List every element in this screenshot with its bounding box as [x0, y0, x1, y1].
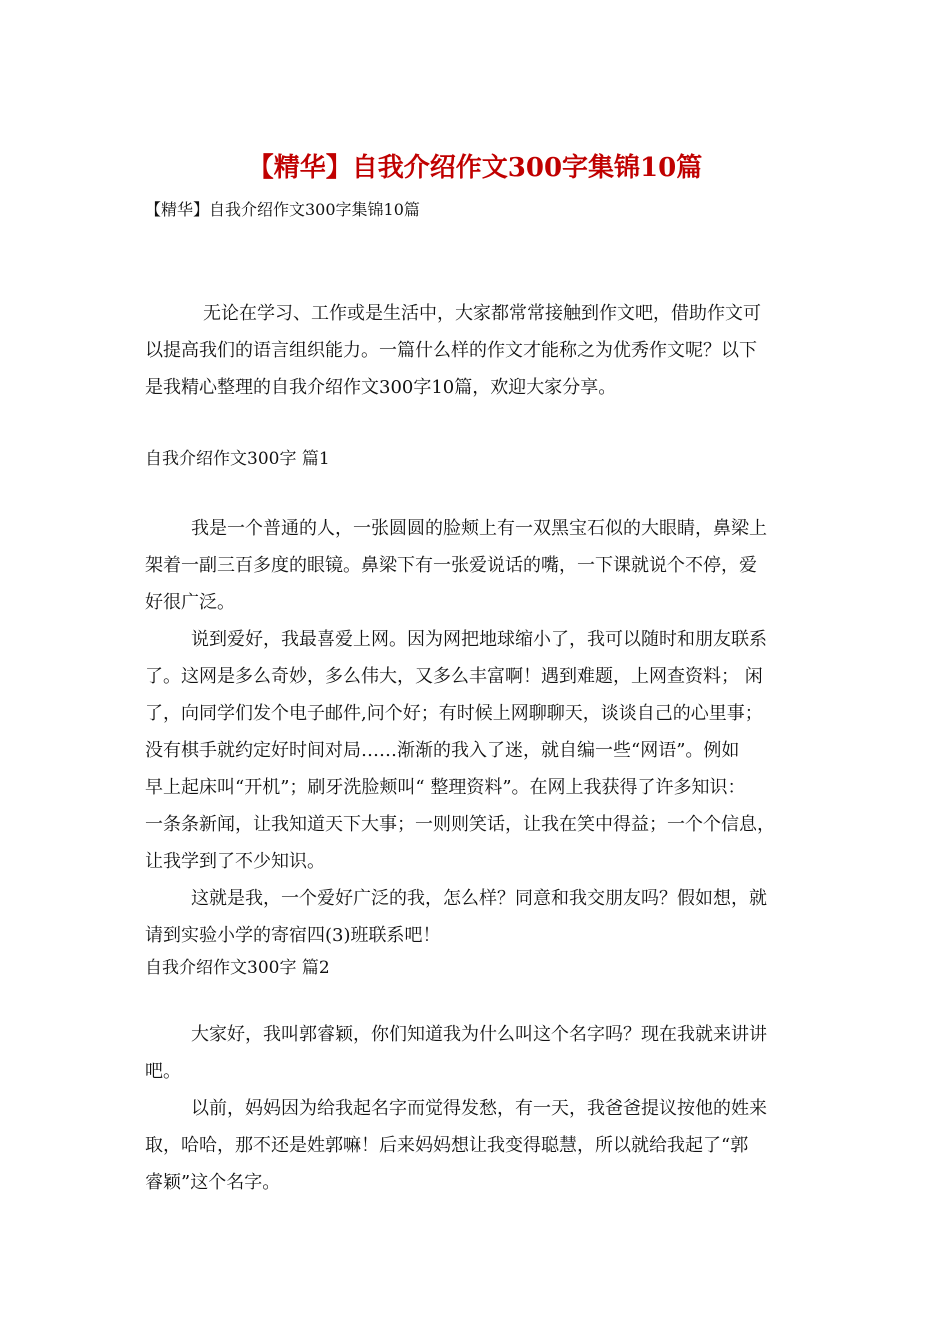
text-line: 一条条新闻，让我知道天下大事；一则则笑话，让我在笑中得益；一个个信息， — [145, 814, 775, 835]
text-line: 我是一个普通的人，一张圆圆的脸颊上有一双黑宝石似的大眼睛，鼻梁上 — [191, 518, 767, 539]
section2-body — [145, 1016, 813, 1201]
text-line: 早上起床叫“开机”；刷牙洗脸颊叫“ 整理资料”。在网上我获得了许多知识： — [145, 777, 746, 798]
text-line: 是我精心整理的自我介绍作文300字10篇，欢迎大家分享。 — [145, 377, 617, 398]
text-line: 以提高我们的语言组织能力。一篇什么样的作文才能称之为优秀作文呢？以下 — [145, 340, 757, 361]
section-heading: 自我介绍作文300字 篇2 — [145, 958, 330, 978]
section1-body — [145, 510, 813, 954]
text-line: 没有棋手就约定好时间对局……渐渐的我入了迷，就自编一些“网语”。例如 — [145, 740, 740, 761]
text-line: 这就是我，一个爱好广泛的我，怎么样？同意和我交朋友吗？假如想，就 — [191, 888, 767, 909]
text-line: 吧。 — [145, 1061, 181, 1082]
text-line: 取，哈哈，那不还是姓郭嘛！后来妈妈想让我变得聪慧，所以就给我起了“郭 — [145, 1135, 749, 1156]
text-line: 请到实验小学的寄宿四(3)班联系吧！ — [145, 925, 441, 946]
text-line: 架着一副三百多度的眼镜。鼻梁下有一张爱说话的嘴，一下课就说个不停，爱 — [145, 555, 757, 576]
text-line: 说到爱好，我最喜爱上网。因为网把地球缩小了，我可以随时和朋友联系 — [191, 629, 767, 650]
document-title: 【精华】自我介绍作文300字集锦10篇 — [247, 153, 703, 183]
text-line: 无论在学习、工作或是生活中，大家都常常接触到作文吧，借助作文可 — [203, 303, 761, 324]
text-line: 了，向同学们发个电子邮件,问个好；有时候上网聊聊天，谈谈自己的心里事； — [145, 703, 763, 724]
text-line: 睿颖”这个名字。 — [145, 1172, 281, 1193]
text-line: 了。这网是多么奇妙，多么伟大，又多么丰富啊！遇到难题，上网查资料； 闲 — [145, 666, 763, 687]
intro-paragraph — [145, 295, 813, 406]
text-line: 大家好，我叫郭睿颖，你们知道我为什么叫这个名字吗？现在我就来讲讲 — [191, 1024, 767, 1045]
text-line: 以前，妈妈因为给我起名字而觉得发愁，有一天，我爸爸提议按他的姓来 — [191, 1098, 767, 1119]
text-line: 让我学到了不少知识。 — [145, 851, 325, 872]
document-subtitle: 【精华】自我介绍作文300字集锦10篇 — [145, 200, 420, 219]
section-heading: 自我介绍作文300字 篇1 — [145, 449, 330, 469]
text-line: 好很广泛。 — [145, 592, 235, 613]
